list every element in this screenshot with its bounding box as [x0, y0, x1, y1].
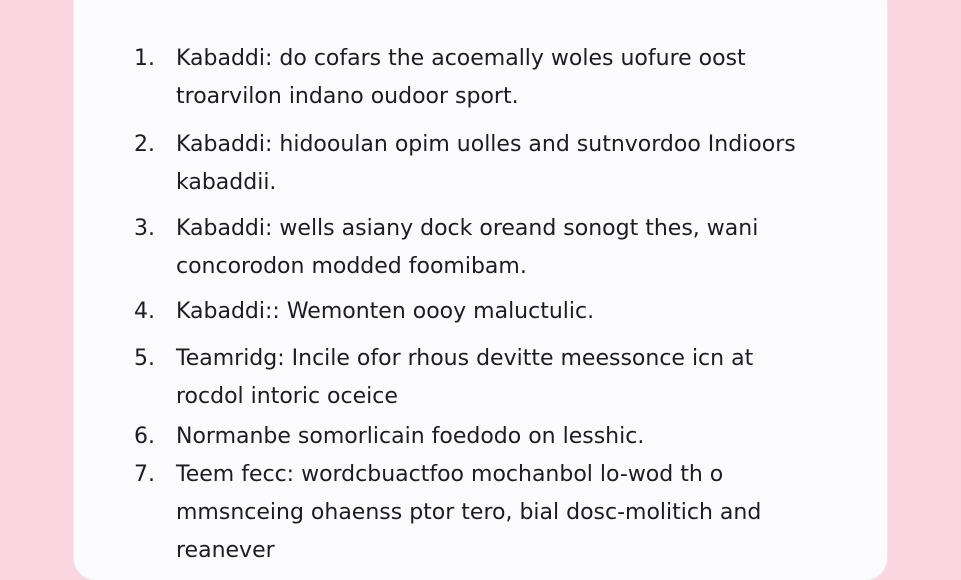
- list-item-number: 2.: [134, 132, 155, 157]
- list-item-text: Kabaddi: hidooulan opim uolles and sutnvordoo Indioors kabaddii.: [176, 132, 796, 195]
- list-item-text: Teamridg: Incile ofor rhous devitte meessonce icn at rocdol intoric oceice: [176, 346, 754, 409]
- list-item-text: Kabaddi: do cofars the acoemally woles uofure oost troarvilon indano oudoor sport.: [176, 46, 746, 109]
- list-item-number: 5.: [134, 346, 155, 371]
- list-item-number: 1.: [134, 46, 155, 71]
- list-item-text: Teem fecc: wordcbuactfoo mochanbol lo-wod th o mmsnceing ohaenss ptor tero, bial dosc-molitich and reanever: [176, 462, 762, 563]
- content-card: [74, 0, 887, 580]
- list-item-number: 7.: [134, 462, 155, 487]
- list-item-text: Kabaddi:: Wemonten oooy maluctulic.: [176, 299, 595, 324]
- list-item-number: 3.: [134, 216, 155, 241]
- list-item-text: Normanbe somorlicain foedodo on lesshic.: [176, 424, 645, 449]
- list-item-text: Kabaddi: wells asiany dock oreand sonogt thes, wani concorodon modded foomibam.: [176, 216, 759, 279]
- list-item-number: 6.: [134, 424, 155, 449]
- list-item-number: 4.: [134, 299, 155, 324]
